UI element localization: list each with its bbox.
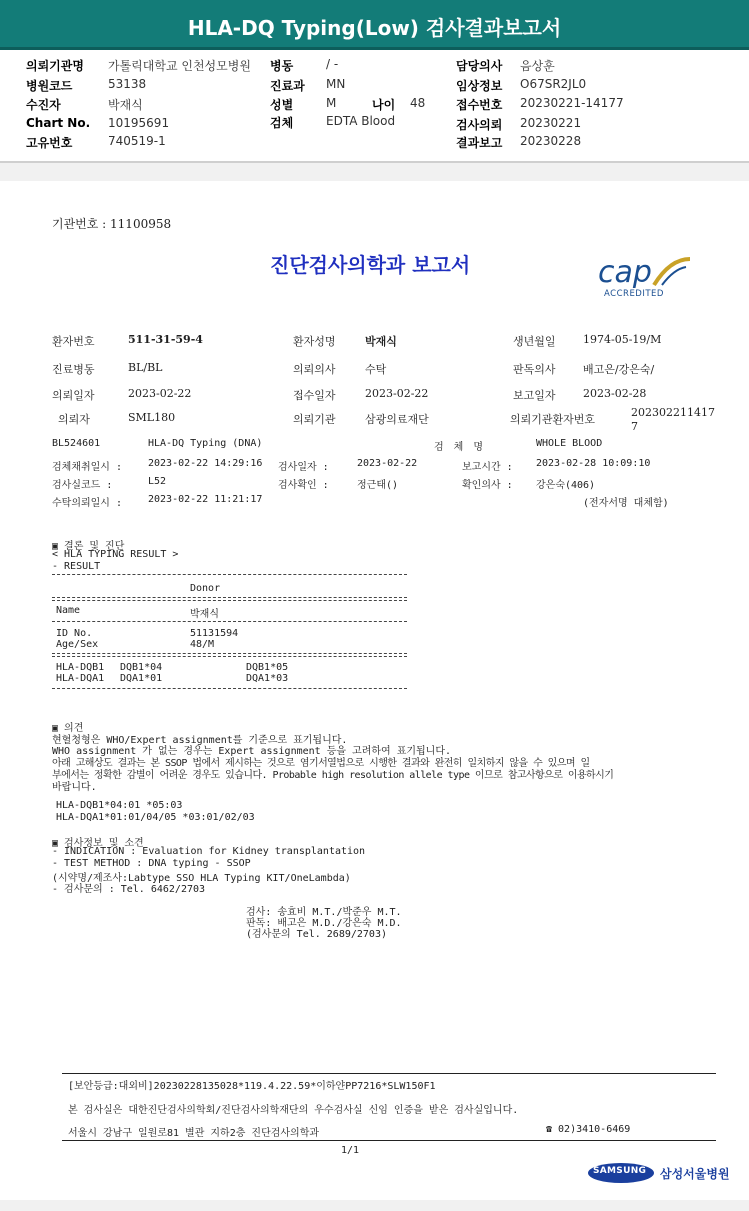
inst-patient-no-line1: 202302211417 xyxy=(631,406,715,419)
room-code: L52 xyxy=(148,476,167,487)
clinical-info: O67SR2JL0 xyxy=(520,77,587,91)
report-title: HLA-DQ Typing(Low) 검사결과보고서 xyxy=(187,16,562,40)
test-date: 2023-02-22 xyxy=(357,458,418,469)
chart-no-label: Chart No. xyxy=(26,116,91,130)
page-number: 1/1 xyxy=(341,1145,360,1156)
opinion-title: ▣ 의견 xyxy=(52,723,84,734)
examinee: 박재식 xyxy=(108,98,143,112)
request-date: 2023-02-22 xyxy=(128,387,192,400)
requester-label: 의뢰자 xyxy=(58,413,90,426)
report-document xyxy=(0,181,749,1211)
birth: 1974-05-19/M xyxy=(583,333,662,346)
age: 48 xyxy=(410,96,426,110)
phone-number: ☎ 02)3410-6469 xyxy=(546,1124,631,1135)
locus-name: HLA-DQB1 xyxy=(56,662,105,673)
samsung-hospital-logo xyxy=(588,1161,728,1185)
institution: 삼광의료재단 xyxy=(365,413,429,426)
opinion-line: 바랍니다. xyxy=(52,782,97,793)
divider xyxy=(52,688,407,689)
unique-no-label: 고유번호 xyxy=(26,136,73,150)
confirm-doc-label: 확인의사 : xyxy=(462,480,513,491)
summary-header xyxy=(0,51,749,163)
probable-allele: HLA-DQB1*04:01 *05:03 xyxy=(56,800,183,811)
age-sex-label: Age/Sex xyxy=(56,639,99,650)
physician: 음상훈 xyxy=(520,59,555,73)
institution-number: 기관번호 : 11100958 xyxy=(52,217,172,231)
age-label: 나이 xyxy=(372,98,396,112)
test-request: 20230221 xyxy=(520,116,582,130)
signature-line: 검사: 송효비 M.T./박준우 M.T. xyxy=(246,907,402,918)
divider xyxy=(52,621,407,622)
department-label: 진료과 xyxy=(270,79,305,93)
sex-label: 성별 xyxy=(270,98,294,112)
probable-allele: HLA-DQA1*01:01/04/05 *03:01/02/03 xyxy=(56,812,255,823)
receipt-no-label: 접수번호 xyxy=(456,98,503,112)
patient-no: 511-31-59-4 xyxy=(128,333,203,346)
info-line: - 검사문의 : Tel. 6462/2703 xyxy=(52,884,206,895)
cap-swoosh-icon xyxy=(652,255,692,289)
signature-line: (검사문의 Tel. 2689/2703) xyxy=(246,929,387,940)
contract-label: 수탁의뢰일시 : xyxy=(52,498,123,509)
donor-header: Donor xyxy=(190,583,221,594)
specimen-label: 검 체 명 xyxy=(434,442,486,453)
allele-1: DQA1*01 xyxy=(120,673,163,684)
report-time-label: 보고시간 : xyxy=(462,462,513,473)
hospital-code: 53138 xyxy=(108,77,147,91)
donor-id: 51131594 xyxy=(190,628,239,639)
requester: SML180 xyxy=(128,411,176,424)
test-request-label: 검사의뢰 xyxy=(456,118,503,132)
referring-hospital-label: 의뢰기관명 xyxy=(26,59,84,73)
unique-no: 740519-1 xyxy=(108,134,166,148)
report-date-label: 보고일자 xyxy=(513,389,556,402)
result-section-title: ▣ 결론 및 진단 xyxy=(52,541,125,552)
specimen-value: WHOLE BLOOD xyxy=(536,438,603,449)
report-heading: 진단검사의학과 보고서 xyxy=(270,253,471,277)
patient-name: 박재식 xyxy=(365,335,397,348)
sex: M xyxy=(326,96,337,110)
doctor-label: 의뢰의사 xyxy=(293,363,336,376)
opinion-line: 현혈청형은 WHO/Expert assignment를 기준으로 표기됩니다. xyxy=(52,735,348,746)
info-line: - INDICATION : Evaluation for Kidney transplantation xyxy=(52,846,366,857)
result-report-label: 결과보고 xyxy=(456,136,503,150)
security-line: [보안등급:대외비]20230228135028*119.4.22.59*이하얀PP7216*SLW150F1 xyxy=(68,1081,436,1092)
result-subtitle: < HLA TYPING RESULT > xyxy=(52,549,179,560)
allele-2: DQB1*05 xyxy=(246,662,289,673)
test-date-label: 검사일자 : xyxy=(278,462,329,473)
test-info-title: ▣ 검사정보 및 소견 xyxy=(52,838,144,849)
patient-no-label: 환자번호 xyxy=(52,335,95,348)
receipt-no: 20230221-14177 xyxy=(520,96,624,110)
name-label: Name xyxy=(56,605,81,616)
locus-name: HLA-DQA1 xyxy=(56,673,105,684)
page-bottom-margin xyxy=(0,1200,749,1211)
address-line: 서울시 강남구 일원로81 별관 지하2층 진단검사의학과 xyxy=(68,1128,320,1139)
cap-logo-text: cap xyxy=(598,255,652,290)
department: MN xyxy=(326,77,346,91)
specimen-label: 검체 xyxy=(270,116,294,130)
confirm-label: 검사확인 : xyxy=(278,480,329,491)
info-line: - TEST METHOD : DNA typing - SSOP xyxy=(52,858,251,869)
reader-value: 배고은/강은숙/ xyxy=(583,363,655,376)
divider xyxy=(52,597,407,598)
ward: / - xyxy=(326,57,339,71)
request-date-label: 의뢰일자 xyxy=(52,389,95,402)
report-time: 2023-02-28 10:09:10 xyxy=(536,458,651,469)
hospital-wordmark: 삼성서울병원 xyxy=(660,1167,730,1181)
inst-patient-no-line2: 7 xyxy=(631,420,638,433)
receipt-date-label: 접수일자 xyxy=(293,389,336,402)
inst-patient-no-label: 의뢰기관환자번호 xyxy=(510,413,596,426)
confirm-value: 정근태() xyxy=(357,480,399,491)
donor-name: 박재식 xyxy=(190,609,219,620)
chart-no: 10195691 xyxy=(108,116,170,130)
collect-time: 2023-02-22 14:29:16 xyxy=(148,458,263,469)
signature-line: 판독: 배고은 M.D./강은숙 M.D. xyxy=(246,918,402,929)
clinical-info-label: 임상정보 xyxy=(456,79,503,93)
cap-accredited-text: ACCREDITED xyxy=(604,289,664,299)
patient-name-label: 환자성명 xyxy=(293,335,336,348)
contract-time: 2023-02-22 11:21:17 xyxy=(148,494,263,505)
samsung-wordmark: SAMSUNG xyxy=(593,1166,647,1176)
divider xyxy=(52,600,407,601)
collect-label: 검체채취일시 : xyxy=(52,462,123,473)
result-report: 20230228 xyxy=(520,134,582,148)
cap-accredited-logo xyxy=(594,255,694,303)
hospital-code-label: 병원코드 xyxy=(26,79,73,93)
certification-line: 본 검사실은 대한진단검사의학회/진단검사의학재단의 우수검사실 신임 인증을 받은 검사실입니다. xyxy=(68,1105,519,1116)
reader-label: 판독의사 xyxy=(513,363,556,376)
allele-2: DQA1*03 xyxy=(246,673,289,684)
referring-hospital: 가톨릭대학교 인천성모병원 xyxy=(108,59,251,73)
divider xyxy=(52,656,407,657)
receipt-date: 2023-02-22 xyxy=(365,387,429,400)
test-name: HLA-DQ Typing (DNA) xyxy=(148,438,263,449)
doctor-value: 수탁 xyxy=(365,363,387,376)
donor-age-sex: 48/M xyxy=(190,639,215,650)
confirm-doc: 강은숙(406) xyxy=(536,480,596,491)
institution-label: 의뢰기관 xyxy=(293,413,336,426)
opinion-line: 아래 고해상도 결과는 본 SSOP 법에서 제시하는 것으로 염기서열법으로 시행한 결과와 완전히 일치하지 않을 수 있으며 일 xyxy=(52,758,590,769)
electronic-signature-note: (전자서명 대체함) xyxy=(583,498,669,509)
ward-label: 병동 xyxy=(270,59,294,73)
footer-rule xyxy=(62,1140,716,1141)
ward-value: BL/BL xyxy=(128,361,163,374)
result-label: - RESULT xyxy=(52,561,101,572)
report-date: 2023-02-28 xyxy=(583,387,647,400)
divider xyxy=(52,574,407,575)
id-label: ID No. xyxy=(56,628,93,639)
physician-label: 담당의사 xyxy=(456,59,503,73)
footer-rule xyxy=(62,1073,716,1074)
ward-label: 진료병동 xyxy=(52,363,95,376)
report-title-bar xyxy=(0,0,749,50)
examinee-label: 수진자 xyxy=(26,98,61,112)
page-separator xyxy=(0,163,749,181)
test-code: BL524601 xyxy=(52,438,101,449)
specimen: EDTA Blood xyxy=(326,114,396,128)
room-label: 검사실코드 : xyxy=(52,480,113,491)
opinion-line: WHO assignment 가 없는 경우는 Expert assignment 등을 고려하여 표기됩니다. xyxy=(52,746,452,757)
info-line: (시약명/제조사:Labtype SSO HLA Typing KIT/OneLambda) xyxy=(52,873,351,884)
birth-label: 생년월일 xyxy=(513,335,556,348)
allele-1: DQB1*04 xyxy=(120,662,163,673)
opinion-line: 부에서는 정확한 감별이 어려운 경우도 있습니다. Probable high resolution allele type 이므로 참고사항으로 이용하시기 xyxy=(52,770,614,781)
divider xyxy=(52,653,407,654)
